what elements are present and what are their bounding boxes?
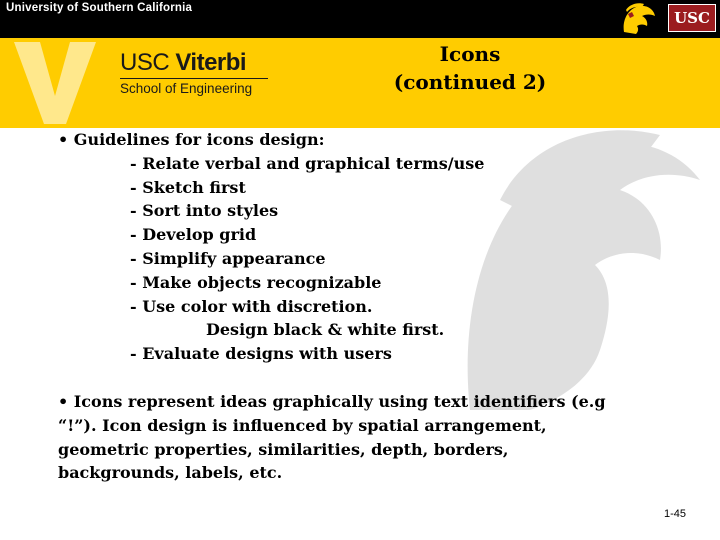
guideline-item: - Use color with discretion. [130, 296, 373, 316]
paragraph-line: “!”). Icon design is influenced by spatial arrangement, [58, 415, 547, 435]
viterbi-v-logo-icon [0, 38, 110, 128]
bullet-icons-paragraph [58, 390, 708, 485]
guideline-item: - Develop grid [130, 225, 257, 245]
guideline-item: - Sketch first [130, 177, 246, 197]
brand-viterbi: Viterbi [175, 49, 247, 76]
slide-title-line1: Icons [439, 42, 501, 66]
guideline-item: - Evaluate designs with users [130, 344, 392, 364]
brand-rule [120, 78, 268, 79]
guideline-item: - Relate verbal and graphical terms/use [130, 153, 485, 173]
bullet-guidelines-heading: • Guidelines for icons design: [58, 130, 325, 149]
trojan-head-icon [618, 2, 660, 36]
paragraph-line: • Icons represent ideas graphically using text identifiers (e.g [58, 391, 606, 411]
guideline-continuation: Design black & white first. [206, 320, 445, 340]
top-bar [0, 0, 720, 38]
guideline-item: - Simplify appearance [130, 248, 326, 268]
guideline-item: - Make objects recognizable [130, 272, 382, 292]
paragraph-line: geometric properties, similarities, depth, borders, [58, 439, 509, 459]
slide-title [370, 40, 570, 96]
guideline-item: - Sort into styles [130, 201, 279, 221]
slide-body [58, 128, 708, 485]
viterbi-brand [120, 50, 268, 96]
slide-title-line2: (continued 2) [393, 70, 547, 94]
brand-usc: USC [120, 49, 170, 76]
usc-logo: USC [668, 4, 716, 32]
slide-number: 1-45 [664, 508, 687, 520]
brand-school: School of Engineering [120, 81, 253, 96]
university-name: University of Southern California [6, 2, 193, 14]
paragraph-line: backgrounds, labels, etc. [58, 463, 283, 483]
